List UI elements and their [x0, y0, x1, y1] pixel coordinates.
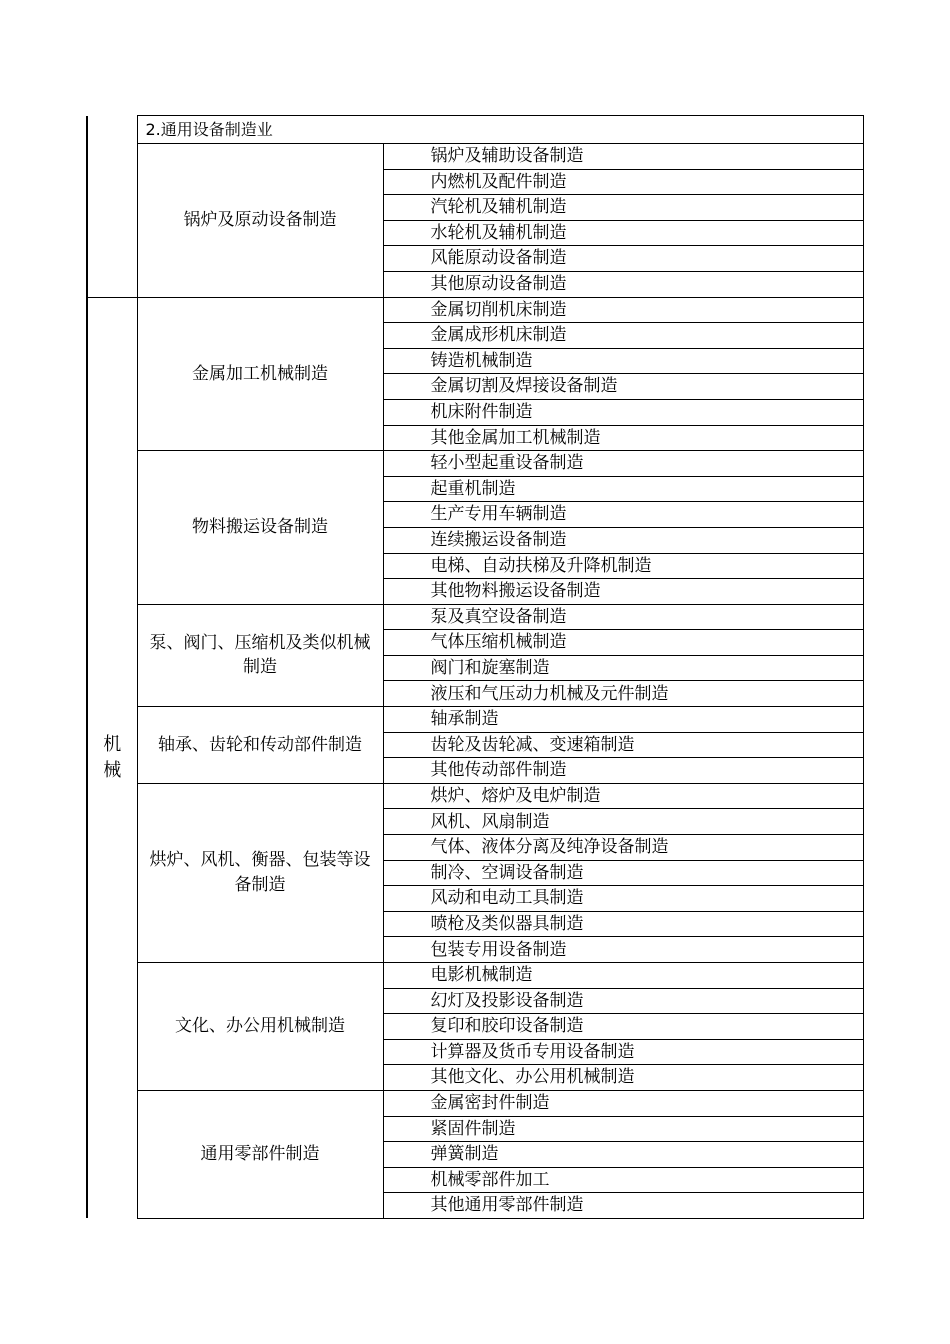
subcategory-cell: 机械零部件加工	[383, 1167, 863, 1193]
table-row	[87, 707, 863, 733]
group-name-cell: 烘炉、风机、衡器、包装等设备制造	[137, 783, 383, 962]
subcategory-cell: 金属密封件制造	[383, 1090, 863, 1116]
subcategory-cell: 电梯、自动扶梯及升降机制造	[383, 553, 863, 579]
group-name-cell: 金属加工机械制造	[137, 297, 383, 451]
table-row	[87, 1090, 863, 1116]
subcategory-cell: 起重机制造	[383, 476, 863, 502]
section-header: 2.通用设备制造业	[137, 116, 863, 144]
subcategory-cell: 其他通用零部件制造	[383, 1193, 863, 1219]
subcategory-cell: 金属切削机床制造	[383, 297, 863, 323]
subcategory-cell: 生产专用车辆制造	[383, 502, 863, 528]
subcategory-cell: 气体、液体分离及纯净设备制造	[383, 835, 863, 861]
subcategory-cell: 内燃机及配件制造	[383, 169, 863, 195]
group-name-cell: 泵、阀门、压缩机及类似机械制造	[137, 604, 383, 706]
category-label: 机械	[103, 733, 122, 781]
subcategory-cell: 风动和电动工具制造	[383, 886, 863, 912]
subcategory-cell: 锅炉及辅助设备制造	[383, 144, 863, 170]
table-row	[87, 451, 863, 477]
subcategory-cell: 弹簧制造	[383, 1142, 863, 1168]
category-label-cell	[87, 297, 137, 1218]
subcategory-cell: 风机、风扇制造	[383, 809, 863, 835]
subcategory-cell: 轴承制造	[383, 707, 863, 733]
subcategory-cell: 连续搬运设备制造	[383, 527, 863, 553]
left-column-top	[87, 116, 137, 298]
subcategory-cell: 计算器及货币专用设备制造	[383, 1039, 863, 1065]
subcategory-cell: 其他传动部件制造	[383, 758, 863, 784]
subcategory-cell: 复印和胶印设备制造	[383, 1014, 863, 1040]
subcategory-cell: 其他金属加工机械制造	[383, 425, 863, 451]
subcategory-cell: 其他原动设备制造	[383, 271, 863, 297]
subcategory-cell: 铸造机械制造	[383, 348, 863, 374]
table-row	[87, 783, 863, 809]
group-name-cell: 物料搬运设备制造	[137, 451, 383, 605]
table-body	[87, 116, 863, 1219]
group-name-cell: 锅炉及原动设备制造	[137, 144, 383, 298]
subcategory-cell: 轻小型起重设备制造	[383, 451, 863, 477]
group-name-cell: 文化、办公用机械制造	[137, 963, 383, 1091]
table-row	[87, 604, 863, 630]
table-row	[87, 144, 863, 170]
classification-table	[86, 115, 864, 1219]
subcategory-cell: 烘炉、熔炉及电炉制造	[383, 783, 863, 809]
subcategory-cell: 水轮机及辅机制造	[383, 220, 863, 246]
subcategory-cell: 液压和气压动力机械及元件制造	[383, 681, 863, 707]
subcategory-cell: 包装专用设备制造	[383, 937, 863, 963]
section-header-row	[87, 116, 863, 144]
subcategory-cell: 泵及真空设备制造	[383, 604, 863, 630]
subcategory-cell: 齿轮及齿轮减、变速箱制造	[383, 732, 863, 758]
subcategory-cell: 紧固件制造	[383, 1116, 863, 1142]
subcategory-cell: 其他物料搬运设备制造	[383, 579, 863, 605]
subcategory-cell: 风能原动设备制造	[383, 246, 863, 272]
subcategory-cell: 气体压缩机械制造	[383, 630, 863, 656]
subcategory-cell: 金属成形机床制造	[383, 323, 863, 349]
subcategory-cell: 汽轮机及辅机制造	[383, 195, 863, 221]
subcategory-cell: 喷枪及类似器具制造	[383, 911, 863, 937]
subcategory-cell: 金属切割及焊接设备制造	[383, 374, 863, 400]
subcategory-cell: 幻灯及投影设备制造	[383, 988, 863, 1014]
group-name-cell: 通用零部件制造	[137, 1090, 383, 1218]
subcategory-cell: 阀门和旋塞制造	[383, 655, 863, 681]
subcategory-cell: 其他文化、办公用机械制造	[383, 1065, 863, 1091]
table-row	[87, 963, 863, 989]
subcategory-cell: 机床附件制造	[383, 399, 863, 425]
table-row	[87, 297, 863, 323]
subcategory-cell: 电影机械制造	[383, 963, 863, 989]
group-name-cell: 轴承、齿轮和传动部件制造	[137, 707, 383, 784]
subcategory-cell: 制冷、空调设备制造	[383, 860, 863, 886]
